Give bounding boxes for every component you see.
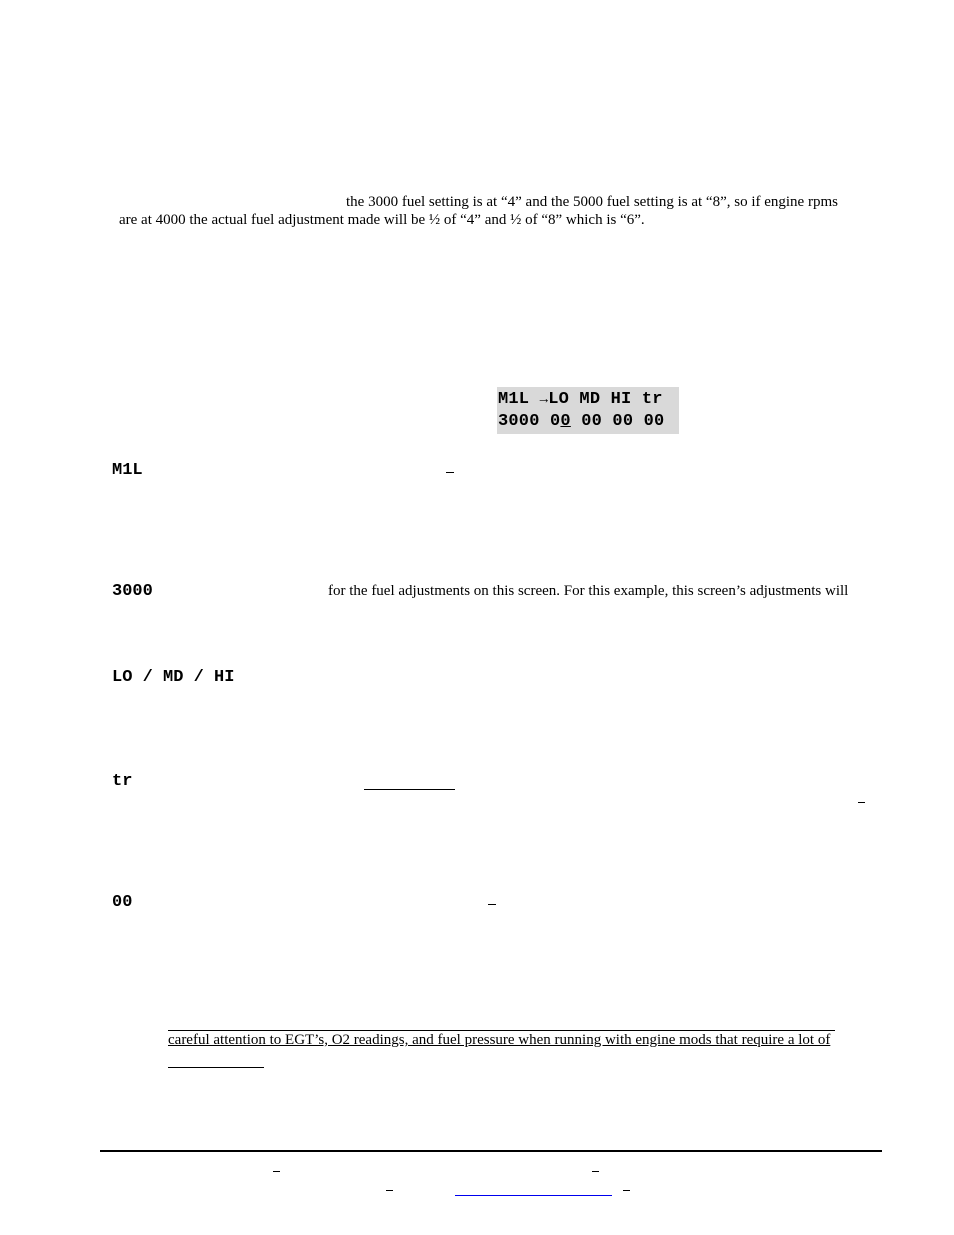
- footer-dash: [273, 1171, 280, 1172]
- lcd-row1-prefix: M1L: [498, 390, 540, 409]
- term-3000-text: for the fuel adjustments on this screen. For this example, this screen’s adjustments will: [328, 583, 849, 599]
- footer-dash: [623, 1190, 630, 1191]
- term-3000-code: 3000: [112, 582, 153, 601]
- lcd-row2-prefix: 3000 0: [498, 412, 561, 431]
- dash-mark: [858, 802, 865, 803]
- note-underline-3: [168, 1067, 264, 1068]
- lcd-row-1: [498, 390, 663, 409]
- intro-line-1: the 3000 fuel setting is at “4” and the 5000 fuel setting is at “8”, so if engine rpms: [346, 194, 838, 210]
- right-arrow-icon: →: [539, 392, 549, 408]
- note-line-2: careful attention to EGT’s, O2 readings, and fuel pressure when running with engine mods that require a lot of: [168, 1032, 831, 1048]
- term-lo-md-hi-code: LO / MD / HI: [112, 668, 235, 687]
- footer-rule: [100, 1150, 882, 1152]
- term-00-code: 00: [112, 893, 133, 912]
- note-underline-1: [168, 1030, 835, 1031]
- lcd-row1-rest: LO MD HI tr: [548, 390, 663, 409]
- footer-link-underline[interactable]: [455, 1195, 612, 1196]
- lcd-cursor: 0: [560, 412, 571, 431]
- term-tr-code: tr: [112, 772, 133, 791]
- dash-mark: [446, 472, 454, 473]
- footer-dash: [592, 1171, 599, 1172]
- dash-mark: [488, 904, 496, 905]
- lcd-row2-rest: 00 00 00: [570, 412, 665, 431]
- term-m1l-code: M1L: [112, 461, 143, 480]
- intro-line-2: are at 4000 the actual fuel adjustment made will be ½ of “4” and ½ of “8” which is “6”.: [119, 212, 645, 228]
- footer-dash: [386, 1190, 393, 1191]
- underline-mark: [364, 789, 455, 790]
- lcd-screen-display: [497, 387, 679, 434]
- lcd-row-2: [498, 412, 664, 431]
